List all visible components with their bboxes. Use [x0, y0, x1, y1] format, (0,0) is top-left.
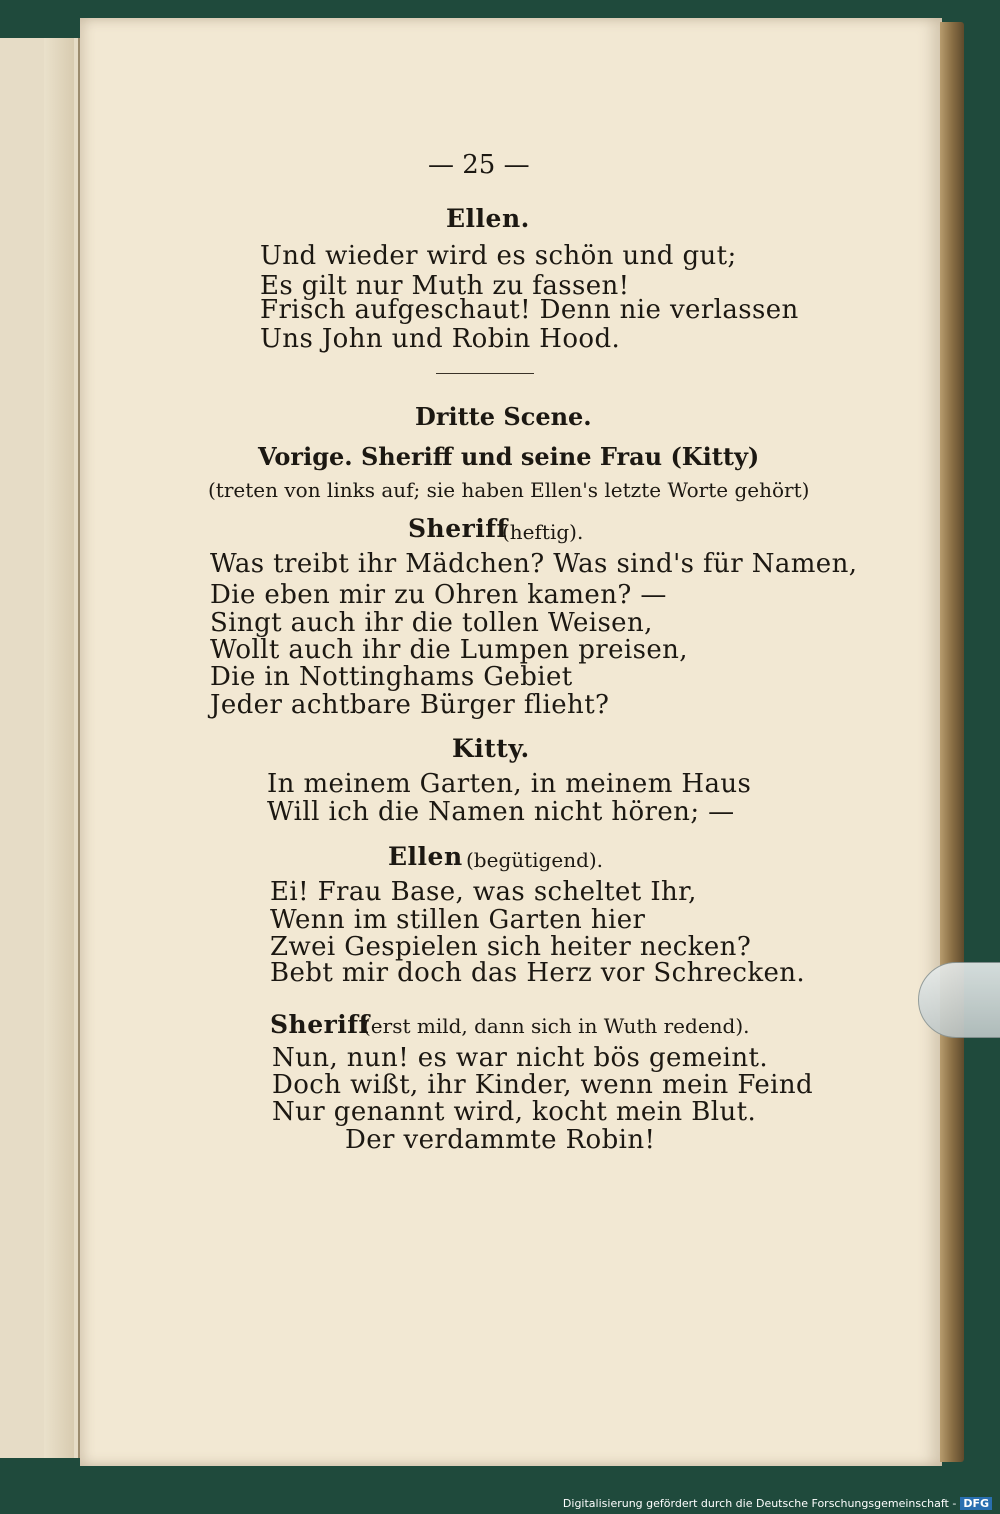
page-clip [918, 962, 1000, 1038]
verse-line: Nun, nun! es war nicht bös gemeint. [272, 1043, 768, 1073]
verse-line: Und wieder wird es schön und gut; [260, 241, 737, 271]
verse-line: Singt auch ihr die tollen Weisen, [210, 608, 653, 638]
verse-line: Frisch aufgeschaut! Denn nie verlassen [260, 295, 799, 325]
verse-line: Uns John und Robin Hood. [260, 324, 621, 354]
left-page-edge [44, 38, 74, 1458]
verse-line: Wollt auch ihr die Lumpen preisen, [210, 635, 688, 665]
verse-line: Jeder achtbare Bürger flieht? [210, 690, 610, 720]
verse-line: Doch wißt, ihr Kinder, wenn mein Feind [272, 1070, 814, 1100]
verse-line: Es gilt nur Muth zu fassen! [260, 271, 630, 301]
verse-line: Zwei Gespielen sich heiter necken? [270, 932, 752, 962]
dfg-logo: DFG [960, 1497, 992, 1510]
speaker-kitty: Kitty. [452, 734, 530, 763]
verse-line: Wenn im stillen Garten hier [270, 905, 646, 935]
verse-line: Bebt mir doch das Herz vor Schrecken. [270, 958, 806, 988]
speaker-ellen: Ellen. [446, 204, 530, 233]
verse-line: In meinem Garten, in meinem Haus [267, 769, 752, 799]
verse-line: Was treibt ihr Mädchen? Was sind's für Namen, [210, 549, 858, 579]
verse-line: Ei! Frau Base, was scheltet Ihr, [270, 877, 697, 907]
stage-direction: (erst mild, dann sich in Wuth redend). [363, 1014, 750, 1038]
footer-text: Digitalisierung gefördert durch die Deutsche Forschungsgemeinschaft - [562, 1497, 957, 1510]
speaker-ellen: Ellen [388, 842, 463, 871]
stage-direction: (begütigend). [466, 848, 604, 872]
verse-line: Will ich die Namen nicht hören; — [267, 797, 735, 827]
speaker-sheriff: Sheriff [408, 514, 508, 543]
scene-title: Dritte Scene. [415, 402, 592, 431]
scene-persons: Vorige. Sheriff und seine Frau (Kitty) [258, 442, 760, 471]
verse-line: Die in Nottinghams Gebiet [210, 662, 573, 692]
stage-direction: (heftig). [502, 520, 584, 544]
footer-credit [563, 1497, 992, 1510]
verse-line: Nur genannt wird, kocht mein Blut. [272, 1097, 757, 1127]
verse-line: Der verdammte Robin! [345, 1125, 656, 1155]
page-stack-edge [940, 22, 964, 1462]
section-divider [436, 373, 534, 374]
verse-line: Die eben mir zu Ohren kamen? — [210, 580, 667, 610]
page-number: — 25 — [428, 150, 530, 180]
speaker-sheriff: Sheriff [270, 1010, 370, 1039]
scene-direction: (treten von links auf; sie haben Ellen's letzte Worte gehört) [208, 478, 810, 502]
